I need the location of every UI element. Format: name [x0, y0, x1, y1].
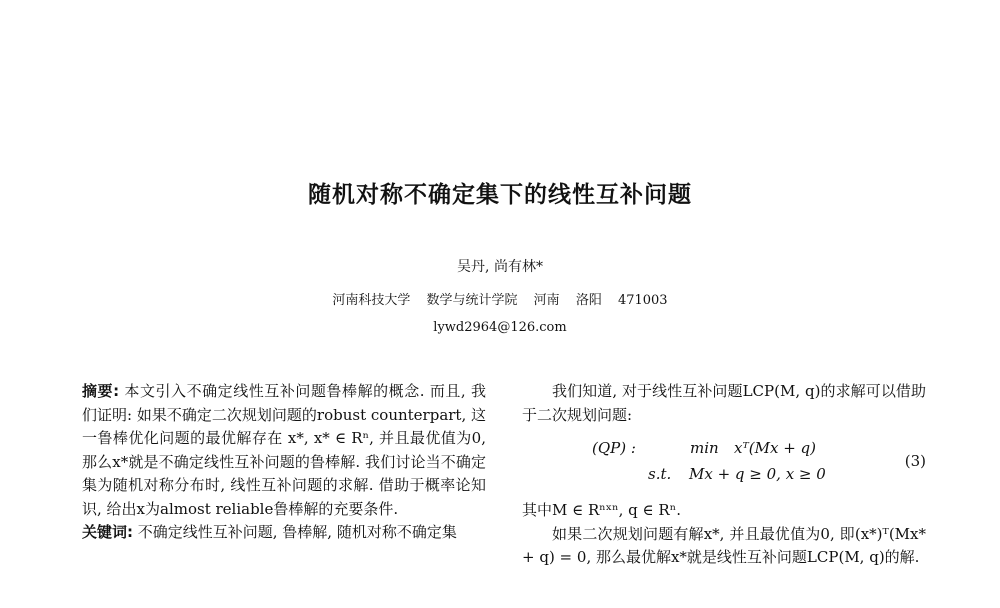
equation-label: (QP) :: [592, 439, 636, 457]
equation-objective: xᵀ(Mx + q): [734, 439, 816, 457]
equation-st: s.t.: [648, 465, 672, 483]
abstract-label: 摘要:: [82, 382, 120, 400]
equation-constraints: Mx + q ≥ 0, x ≥ 0: [689, 465, 826, 483]
equation-qp: [522, 437, 926, 493]
email: lywd2964@126.com: [433, 320, 567, 335]
abstract-text: 本文引入不确定线性互补问题鲁棒解的概念. 而且, 我们证明: 如果不确定二次规划问题的robust counterpart, 这一鲁棒优化问题的最优解存在 x*, x* ∈ Rⁿ, 并且最优值为0, 那么x*就是不确定线性互补问题的鲁棒解. 我们讨论当不确定集为随机对称分布时, 线性互补问题的求解. 借助于概率论知识, 给出x为almost reliable鲁棒解的充要条件.: [82, 382, 487, 518]
paper-title: 随机对称不确定集下的线性互补问题: [308, 182, 692, 208]
abstract: [82, 380, 486, 521]
paragraph-solution: 如果二次规划问题有解x*, 并且最优值为0, 即(x*)ᵀ(Mx* + q) = 0, 那么最优解x*就是线性互补问题LCP(M, q)的解.: [522, 524, 926, 566]
affiliation: 河南科技大学 数学与统计学院 河南 洛阳 471003: [332, 293, 668, 308]
keywords-text: 不确定线性互补问题, 鲁棒解, 随机对称不确定集: [133, 523, 457, 541]
keywords-label: 关键词:: [82, 523, 133, 541]
paragraph-intro: 我们知道, 对于线性互补问题LCP(M, q)的求解可以借助于二次规划问题:: [522, 382, 926, 424]
equation-min: min: [690, 439, 719, 457]
paragraph-where: 其中M ∈ Rⁿˣⁿ, q ∈ Rⁿ.: [522, 501, 681, 519]
right-column: [522, 380, 926, 570]
left-column: [82, 380, 486, 545]
equation-number: (3): [904, 452, 926, 470]
authors: 吴丹, 尚有林*: [457, 259, 543, 275]
keywords: [82, 521, 486, 545]
